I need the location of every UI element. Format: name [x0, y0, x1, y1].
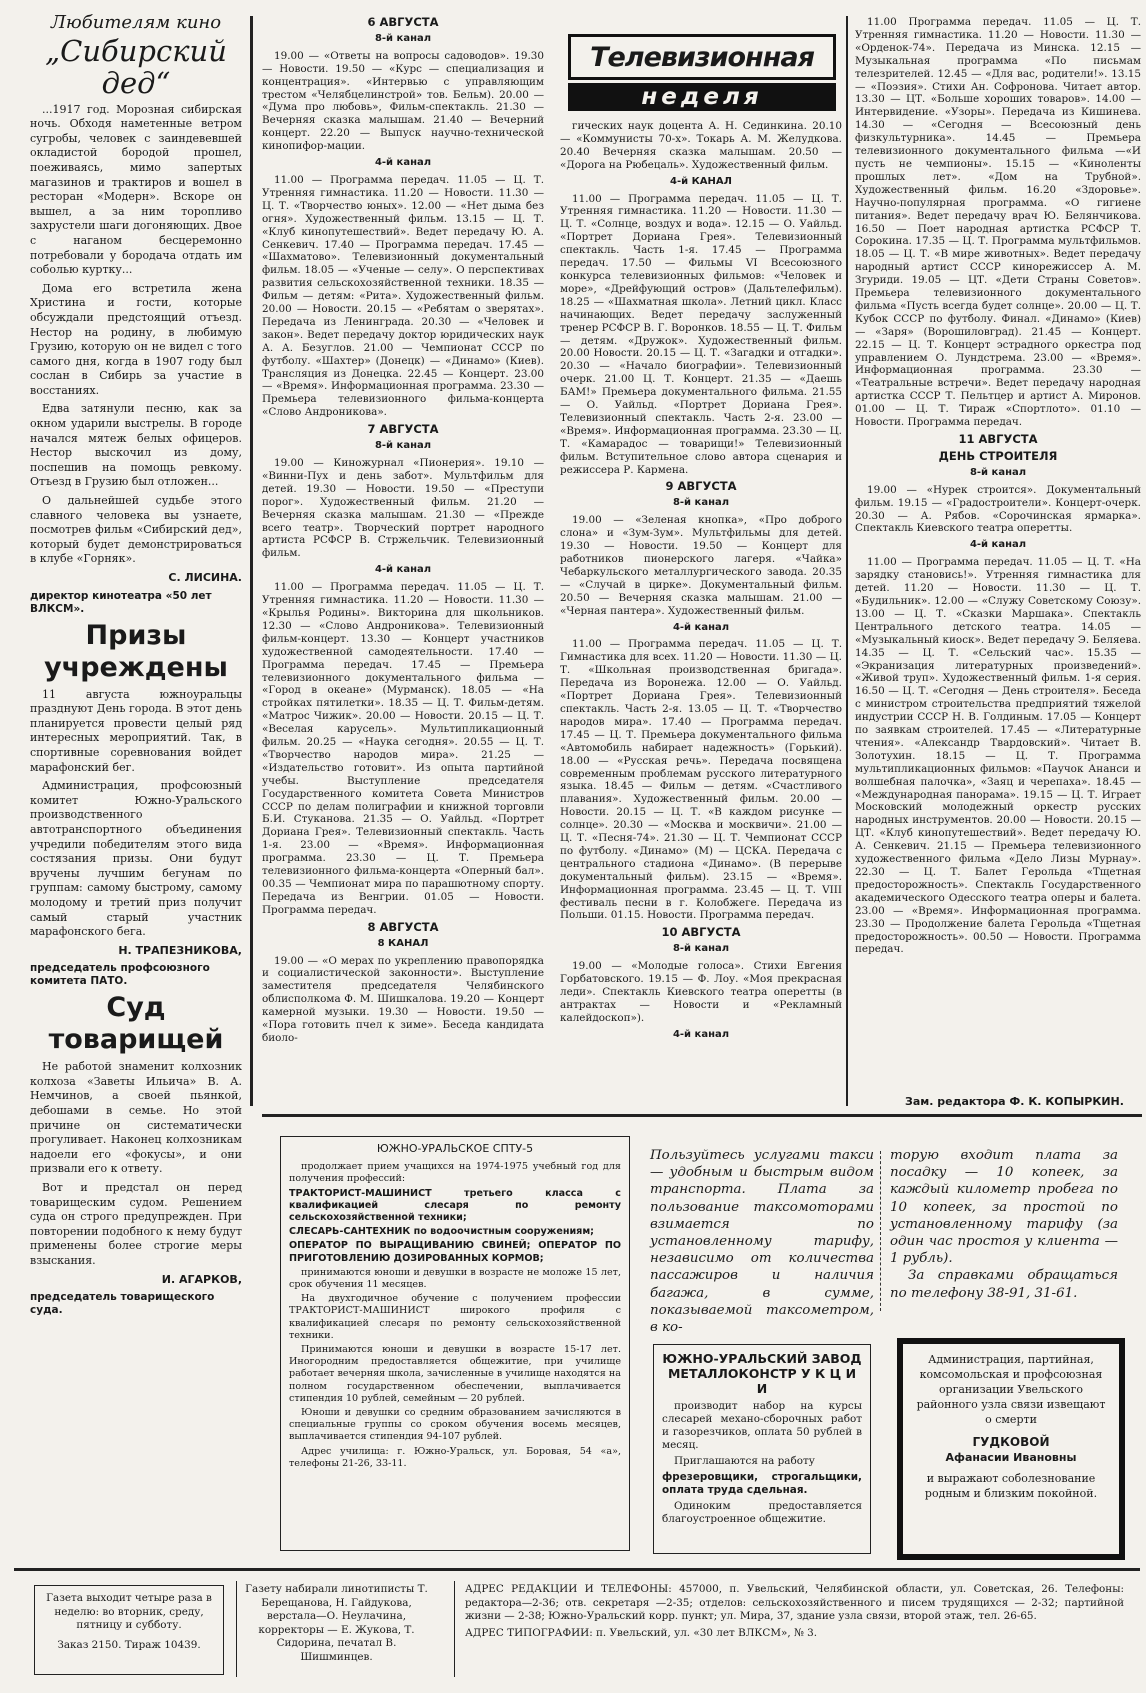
schedule-channel: 4-й КАНАЛ: [670, 175, 732, 187]
tv-week-logo: [568, 34, 836, 110]
schedule-text: 19.00 — «Ответы на вопросы садоводов». 19.30 — Новости. 19.50 — «Курс — специализация и концентрация». «Интервью с управляющим трестом «Челябцелинстрой» тов. Бельм). 20.00 — «Дума про любовь», Фильм-спектакль. 21.30 — Вечерняя сказка малышам. 21.40 — Вечерний концерт. 22.20 — Выпуск научно-технической кинопифор-мации.: [262, 49, 544, 153]
schedule-day: 9 АВГУСТА: [665, 479, 737, 494]
ad-metal-plant: [653, 1344, 871, 1554]
schedule-text: 19.00 — «Молодые голоса». Стихи Евгения Горбатовского. 19.15 — Ф. Лоу. «Моя прекрасная леди». Спектакль Киевского театра оперетты (в антрактах — Новости и «Рекламный калейдоскоп»).: [560, 960, 842, 1024]
imprint-typesetters: Газету набирали линотиписты Т. Берещанова, Н. Гайдукова, верстала—О. Неулачина, корректоры — Е. Жукова, Т. Сидорина, печатал В. Шишминцев.: [236, 1581, 436, 1677]
obituary-surname: ГУДКОВОЙ: [972, 1435, 1050, 1449]
schedule-text: 11.00 — Программа передач. 11.05 — Ц. Т. Утренняя гимнастика. 11.20 — Новости. 11.30 — Ц. Т. «Творчество юных». 12.00 — «Нет дыма без огня». Художественный фильм. 13.15 — Ц. Т. «Клуб кинопутешествий». Ведет передачу Ю. А. Сенкевич. 17.40 — Программа передач. 17.45 — «Шахматово». Телевизионный документальный фильм. 18.05 — «Ученые — селу». О перспективах развития сельскохозяйственной техники. 18.35 — Фильм — детям: «Рита». Художественный фильм. 20.00 — Новости. 20.15 — «Ребятам о зверятах». Передача из Ленинграда. 20.30 — «Человек и закон». Ведет передачу доктор юридических наук А. А. Безуглов. 21.00 — Чемпионат СССР по футболу. «Шахтер» (Донецк) — «Динамо» (Киев). Трансляция из Донецка. 22.45 — Концерт. 23.00 — «Время». Информационная программа. 23.30 — Премьера телевизионного фильма-концерта «Слово Андроникова».: [262, 173, 544, 419]
schedule-channel: 4-й канал: [672, 1028, 730, 1040]
ad-taxi-phone: За справками обращаться по телефону 38-91, 31-61.: [890, 1268, 1118, 1301]
article-paragraph: Не работой знаменит колхозник колхоза «Заветы Ильича» В. А. Немчинов, а своей пьянкой, дебошами в семье. Но этой причине он систематически прогуливает. Наконец колхозникам надоели его «фокусы», и они призвали его к ответу.: [30, 1060, 242, 1176]
schedule-day-subtitle: ДЕНЬ СТРОИТЕЛЯ: [938, 448, 1058, 463]
schedule-day: 8 АВГУСТА: [367, 919, 439, 934]
schedule-channel: 4-й канал: [672, 621, 730, 633]
section-divider: [262, 1114, 1142, 1117]
article-paragraph: О дальнейшей судьбе этого славного человека вы узнаете, посмотрев фильм «Сибирский дед», который будет демонстрироваться в клубе «Горняк».: [30, 494, 242, 566]
ad-title: ЮЖНО-УРАЛЬСКОЕ СПТУ-5: [376, 1142, 534, 1155]
ad-taxi-left: Пользуйтесь услугами такси — удобным и быстрым видом транспорта. Плата за пользование таксомоторами взимается по установленному тарифу, независимо от количества пассажиров и наличия багажа, в сумме, показываемой таксометром, в ко-: [650, 1148, 874, 1336]
ad-title: ЮЖНО-УРАЛЬСКИЙ ЗАВОД МЕТАЛЛОКОНСТР У К Ц И И: [662, 1351, 862, 1396]
article-paragraph: Едва затянули песню, как за окном ударили выстрелы. В городе начался мятеж белых офицеров. Нестор выскочил из дому, поспешив на помощь ревкому. Отъезд в Грузию был отложен...: [30, 402, 242, 489]
obituary-given-name: Афанасии Ивановны: [945, 1451, 1077, 1464]
article-paragraph: Вот и предстал он перед товарищеским судом. Решением суда он строго предупрежден. При повторении подобного к нему будут применены более строгие меры взыскания.: [30, 1181, 242, 1267]
section-kicker: Любителям кино: [50, 12, 222, 33]
ad-taxi-separator: [880, 1151, 882, 1311]
article-paragraph: Дома его встретила жена Христина и гости, которые обсуждали предстоящий отъезд. Нестор на родину, в любимую Грузию, которую он не видел с того самого дня, когда в 1907 году был сослан в Сибирь за участие в восстаниях.: [30, 281, 242, 397]
imprint-schedule-text: Газета выходит четыре раза в неделю: во вторник, среду, пятницу и субботу.: [46, 1592, 212, 1631]
ad-taxi-right-text: торую входит плата за посадку — 10 копеек, за каждый километр пробега по 10 копеек, за простой по установленному тарифу (за один час простоя у клиента — 1 рубль).: [890, 1148, 1118, 1267]
column-divider: [250, 16, 253, 1106]
ad-line: Принимаются юноши и девушки в возрасте 15-17 лет. Иногородним предоставляется общежитие, при училище работает вечерняя школа, зачисленные в училище находятся на полном государственном обеспечении, выплачивается стипендия 10 рублей, семейным — 20 рублей.: [289, 1344, 621, 1404]
column-left: [30, 12, 242, 1564]
schedule-channel: 8-й канал: [374, 440, 432, 452]
schedule-channel: 4-й канал: [969, 539, 1027, 551]
obituary-condolence: и выражают соболезнование родным и близким покойной.: [924, 1472, 1098, 1500]
imprint-footer: [14, 1568, 1140, 1683]
ad-line-professions: фрезеровщики, строгальщики, оплата труда сдельная.: [662, 1471, 862, 1496]
schedule-text: 11.00 Программа передач. 11.05 — Ц. Т. Утренняя гимнастика. 11.20 — Новости. 11.30 — «Орденок-74». Передача из Минска. 12.15 — Музыкальная программа «По письмам телезрителей. 12.45 — «Для вас, родители!». 13.15 — «Поэзия». Стихи Ан. Софронова. Читает автор. 13.30 — ЦТ. «Больше хороших товаров». 14.00 — Интервидение. «Узоры». Передача из Кишинева. 14.30 — «Сегодня — Всесоюзный день физкультурника». 14.45 — Премьера телевизионного документального фильма —«И пусть не чемпионы». 15.15 — «Киноленты прошлых лет». «Дом на Трубной». Художественный фильм. 16.20 «Здоровье». Научно-популярная программа. «О гигиене питания». Ведет передачу врач Ю. Белянчикова. 16.50 — Поет народная артистка РСФСР Т. Сорокина. 17.35 — Ц. Т. Программа мультфильмов. 18.05 — Ц. Т. «В мире животных». Ведет передачу народный артист СССР кинорежиссер А. М. Згуриди. 19.05 — ЦТ. «Дети Страны Советов». Премьера телевизионного документального фильма «Пусть всегда будет солнце». 20.00 — Ц. Т. Кубок СССР по футболу. Финал. «Динамо» (Киев) — «Заря» (Ворошиловград). 21.45 — Концерт. 22.15 — Ц. Т. Концерт эстрадного оркестра под управлением О. Лундстрема. 23.00 — «Время». Информационная программа. 23.30 — «Театральные встречи». Ведет передачу народная артистка СССР Т. Пельтцер и артист А. Миронов. 01.00 — Ц. Т. Тираж «Спортлото». 01.10 — Новости. Программа передач.: [855, 16, 1141, 429]
ad-line: Адрес училища: г. Южно-Уральск, ул. Боровая, 54 «а», телефоны 21-26, 33-11.: [289, 1445, 621, 1469]
schedule-text: 19.00 — Киножурнал «Пионерия». 19.10 — «Винни-Пух и день забот». Мультфильм для детей. 19.30 — Новости. 19.50 — «Преступи порог». Художественный фильм. 21.20 — Вечерняя сказка малышам. 21.30 — «Прежде всего театр». Творческий портрет народного артиста РСФСР В. Стржельчик. Телевизионный фильм.: [262, 457, 544, 560]
ad-line: Приглашаются на работу: [674, 1455, 815, 1467]
schedule-day: 7 АВГУСТА: [367, 422, 439, 437]
imprint-order: Заказ 2150. Тираж 10439.: [57, 1638, 201, 1651]
ad-taxi-right: [890, 1147, 1118, 1314]
ad-vocational-school: [280, 1136, 630, 1551]
tv-week-logo-line2: неделя: [568, 83, 836, 111]
imprint-address: [454, 1581, 1134, 1677]
tv-schedule-column-4: [855, 16, 1141, 1106]
ad-line-profession: ОПЕРАТОР ПО ВЫРАЩИВАНИЮ СВИНЕЙ; ОПЕРАТОР ПО ПРИГОТОВЛЕНИЮ ДОЗИРОВАННЫХ КОРМОВ;: [289, 1240, 621, 1264]
ad-line: На двухгодичное обучение с получением профессии ТРАКТОРИСТ-МАШИНИСТ широкого профиля с квалификацией слесаря по ремонту сельскохозяйственной техники.: [289, 1293, 621, 1341]
ad-taxi: [650, 1147, 1118, 1336]
imprint-print-address: АДРЕС ТИПОГРАФИИ: п. Увельский, ул. «30 лет ВЛКСМ», № 3.: [465, 1626, 818, 1639]
schedule-text: гических наук доцента А. Н. Сединкина. 20.10 — «Коммунисты 70-х». Токарь А. М. Желудкова. 20.40 Вечерняя сказка малышам. 20.50 — «Дорога на Рюбецаль». Художественный фильм.: [560, 120, 842, 171]
tv-schedule-column-2: [262, 16, 544, 1106]
schedule-channel: 4-й канал: [374, 157, 432, 169]
author-signature: Н. ТРАПЕЗНИКОВА,: [118, 943, 242, 957]
schedule-text: 11.00 — Программа передач. 11.05 — Ц. Т. Гимнастика для всех. 11.20 — Новости. 11.30 — Ц. Т. «Школьная производственная бригада». Передача из Воронежа. 12.00 — О. Уайльд. «Портрет Дориана Грея». Телевизионный спектакль. Часть 2-я. 13.05 — Ц. Т. «Творчество народов мира». 17.40 — Программа передач. 17.45 — Ц. Т. Премьера документального фильма «Автомобиль набирает надежность» (Горький). 18.00 — «Русская речь». Передача посвящена современным проблемам русского литературного языка. 18.45 — Фильм — детям. «Счастливого плавания». Художественный фильм. 20.00 — Новости. 20.15 — Ц. Т. «В каждом рисунке — солнце». 20.30 — «Москва и москвичи». 21.00 — Ц. Т. «Песня-74». 21.30 — Ц. Т. Чемпионат СССР по футболу. «Динамо» (М) — ЦСКА. Передача с центрального стадиона «Динамо». (В перерыве документальный фильм). 23.15 — «Время». Информационная программа. 23.45 — Ц. Т. VIII фестиваль песни в г. Колобжеге. Передача из Польши. 01.15. Новости. Программа передач.: [560, 638, 842, 922]
schedule-text: 11.00 — Программа передач. 11.05 — Ц. Т. Утренняя гимнастика. 11.20 — Новости. 11.30 — «Крылья Родины». Викторина для школьников. 12.30 — «Слово Андроникова». Телевизионный фильм-концерт. 13.30 — Концерт участников художественной самодеятельности. 17.40 — Программа передач. 17.45 — Премьера телевизионного документального фильма — «Город в океане» (Мурманск). 18.05 — «На стройках пятилетки». 18.35 — Ц. Т. Фильм-детям. «Матрос Чижик». 20.00 — Новости. 20.15 — Ц. Т. «Веселая карусель». Мультипликационный фильм. 20.25 — «Наука сегодня». 20.55 — Ц. Т. «Творчество народов мира». 21.25 — «Издательство готовит». Из опыта партийной учебы. Выступление председателя Государственного комитета Совета Министров СССР по делам полиграфии и книжной торговли Б.И. Стуканова. 21.35 — О. Уайльд. «Портрет Дориана Грея». Телевизионный спектакль. Часть 1-я. 23.00 — «Время». Информационная программа. 23.30 — Ц. Т. Премьера телевизионного фильма-концерта «Оперный бал». 00.35 — Чемпионат мира по парашютному спорту. Передача из Венгрии. 01.05 — Новости. Программа передач.: [262, 581, 544, 916]
author-role: директор кинотеатра «50 лет ВЛКСМ».: [30, 589, 212, 615]
author-role: председатель профсоюзного комитета ПАТО.: [30, 962, 210, 988]
schedule-text: 19.00 — «О мерах по укреплению правопорядка и социалистической законности». Выступление заместителя председателя Челябинского облисполкома Ф. М. Шишкалова. 19.20 — Концерт камерной музыки. 19.30 — Новости. 19.50 — «Пора готовить пчел к зиме». Беседа кандидата биоло-: [262, 954, 544, 1044]
tv-week-logo-line1: Телевизионная: [568, 34, 836, 80]
author-signature: И. АГАРКОВ,: [161, 1272, 242, 1286]
schedule-text: 11.00 — Программа передач. 11.05 — Ц. Т. Утренняя гимнастика. 11.20 — Новости. 11.30 — Ц. Т. «Солнце, воздух и вода». 12.15 — О. Уайльд. «Портрет Дориана Грея». Телевизионный спектакль. Часть 1-я. 17.45 — Программа передач. 17.50 — Фильмы VI Всесоюзного конкурса телевизионных фильмов: «Человек и море», «Дрейфующий остров» (Дальтелефильм). 18.25 — «Шахматная школа». Летний цикл. Класс начинающих. Ведет передачу заслуженный тренер РСФСР В. Г. Воронков. 18.55 — Ц. Т. Фильм — детям. «Дружок». Художественный фильм. 20.00 Новости. 20.15 — Ц. Т. «Загадки и отгадки». 20.30 — «Начало биографии». Телевизионный очерк. 21.00 Ц. Т. Концерт. 21.35 — «Даешь БАМ!» Премьера документального фильма. 21.55 — О. Уайльд. «Портрет Дориана Грея». Телевизионный спектакль. Часть 2-я. 23.00 — «Время». Информационная программа. 23.30 — Ц. Т. «Камарадос — товарищи!» Телевизионный фильм. Вступительное слово автора сценария и режиссера Р. Кармена.: [560, 192, 842, 476]
article-title-court: Суд товарищей: [48, 992, 224, 1056]
schedule-channel: 4-й канал: [374, 564, 432, 576]
schedule-channel: 8-й канал: [969, 466, 1027, 478]
author-role: председатель товарищеского суда.: [30, 1291, 215, 1317]
schedule-day: 6 АВГУСТА: [367, 15, 439, 29]
author-signature: С. ЛИСИНА.: [168, 571, 242, 584]
schedule-text: 19.00 — «Зеленая кнопка», «Про доброго слона» и «Зум-Зум». Мультфильмы для детей. 19.30 — Новости. 19.50 — Концерт для работников пионерского лагеря. «Чайка» Чебаркульского металлургического завода. 20.35 — «Случай в цирке». Документальный фильм. 20.50 — Вечерняя сказка малышам. 21.00 — «Черная пантера». Художественный фильм.: [560, 514, 842, 617]
schedule-channel: 8-й канал: [672, 943, 730, 955]
article-paragraph: Администрация, профсоюзный комитет Южно-Уральского производственного автотранспортного объединения учредили победителям этого вида состязания призы. Они будут вручены лучшим бегунам по группам: самому быстрому, самому молодому и третий приз получит самый старый участник марафонского бега.: [30, 779, 242, 939]
ad-line: Юноши и девушки со средним образованием зачисляются в специальные группы со сроком обучения восемь месяцев, выплачивается стипендия 94-107 рублей.: [289, 1407, 621, 1443]
ad-line: продолжает прием учащихся на 1974-1975 учебный год для получения профессий:: [289, 1161, 621, 1185]
article-title-film: „Сибирский дед“: [45, 33, 227, 100]
ad-line-profession: СЛЕСАРЬ-САНТЕХНИК по водоочистным сооружениям;: [289, 1226, 595, 1238]
schedule-channel: 8-й канал: [672, 497, 730, 509]
article-title-prizes: Призы учреждены: [44, 619, 228, 683]
ad-line-profession: ТРАКТОРИСТ-МАШИНИСТ третьего класса с квалификацией слесаря по ремонту сельскохозяйственной техники;: [289, 1187, 621, 1224]
schedule-text: 11.00 — Программа передач. 11.05 — Ц. Т. «На зарядку становись!». Утренняя гимнастика для детей. 11.20 — Новости. 11.30 — Ц. Т. «Будильник». 12.00 — «Служу Советскому Союзу». 13.00 — Ц. Т. «Сказки Маршака». Спектакль Центрального детского театра. 14.05 — «Музыкальный киоск». Ведет передачу Э. Беляева. 14.35 — Ц. Т. «Сельский час». 15.35 — «Экранизация литературных произведений». «Живой труп». Художественный фильм. 1-я серия. 16.50 — Ц. Т. «Сегодня — День строителя». Беседа с министром строительства предприятий тяжелой индустрии СССР Н. В. Голдиным. 17.05 — Концерт по заявкам строителей. 17.45 — «Литературные чтения». «Александр Твардовский». Читает В. Золотухин. 18.15 — Ц. Т. Программа мультипликационных фильмов: «Паучок Ананси и волшебная палочка», «Заяц и черепаха». 18.45 — «Международная панорама». 19.15 — Ц. Т. Играет Московский молодежный оркестр русских народных инструментов. 20.00 — Новости. 20.15 — ЦТ. «Клуб кинопутешествий». Ведет передачу Ю. А. Сенкевич. 21.15 — Премьера телевизионного художественного фильма «Дело Лизы Мурнау». 22.30 — Ц. Т. Балет Герольда «Тщетная предосторожность». Спектакль Государственного академического Одесского театра оперы и балета. 23.00 — «Время». Информационная программа. 23.30 — Продолжение балета Герольда «Тщетная предосторожность». 00.50 — Новости. Программа передач.: [855, 556, 1141, 956]
imprint-editorial-address: АДРЕС РЕДАКЦИИ И ТЕЛЕФОНЫ: 457000, п. Увельский, Челябинской области, ул. Советская, 26. Телефоны: редактора—2-36; отв. секретаря —2-35; отделов: сельскохозяйственного и писем трудящихся — 2-32; партийной жизни — 2-38; Южно-Уральский корр. пункт; ул. Мира, 37, здание узла связи, второй этаж, тел. 26-65.: [465, 1583, 1124, 1622]
imprint-schedule: [34, 1585, 224, 1675]
schedule-text: 19.00 — «Нурек строится». Документальный фильм. 19.15 — «Градостроители». Концерт-очерк. 20.30 — А. Рябов. «Сорочинская ярмарка». Спектакль Киевского театра оперетты.: [855, 483, 1141, 535]
article-paragraph: 11 августа южноуральцы празднуют День города. В этот день планируется провести целый ряд интересных мероприятий. Так, в спортивные соревнования войдет марафонский бег.: [30, 687, 242, 774]
schedule-day: 11 АВГУСТА: [958, 432, 1038, 446]
schedule-channel: 8 КАНАЛ: [377, 937, 429, 949]
ad-line: производит набор на курсы слесарей механо-сборочных работ и газорезчиков, оплата 50 рублей в месяц.: [662, 1400, 862, 1451]
obituary-text: Администрация, партийная, комсомольская и профсоюзная организации Увельского районного узла связи извещают о смерти: [916, 1353, 1106, 1426]
ad-line: принимаются юноши и девушки в возрасте не моложе 15 лет, срок обучения 11 месяцев.: [289, 1266, 621, 1291]
deputy-editor-line: Зам. редактора Ф. К. КОПЫРКИН.: [905, 1095, 1124, 1108]
article-paragraph: ...1917 год. Морозная сибирская ночь. Обходя наметенные ветром сугробы, человек с заиндевевшей окладистой бородой прошел, поеживаясь, мимо запертых магазинов и трактиров и вошел в ресторан «Модерн». Вскоре он вышел, а за ним торопливо захрустели шаги догоняющих. Двое с наганом бесцеремонно потребовали у бородача отдать им соболью куртку...: [30, 102, 242, 277]
schedule-channel: 8-й канал: [374, 32, 432, 44]
tv-schedule-column-3: [560, 120, 842, 1106]
ad-line: Одиноким предоставляется благоустроенное общежитие.: [662, 1500, 862, 1525]
schedule-day: 10 АВГУСТА: [661, 925, 741, 940]
column-divider: [846, 16, 848, 1106]
obituary-notice: [897, 1338, 1125, 1560]
